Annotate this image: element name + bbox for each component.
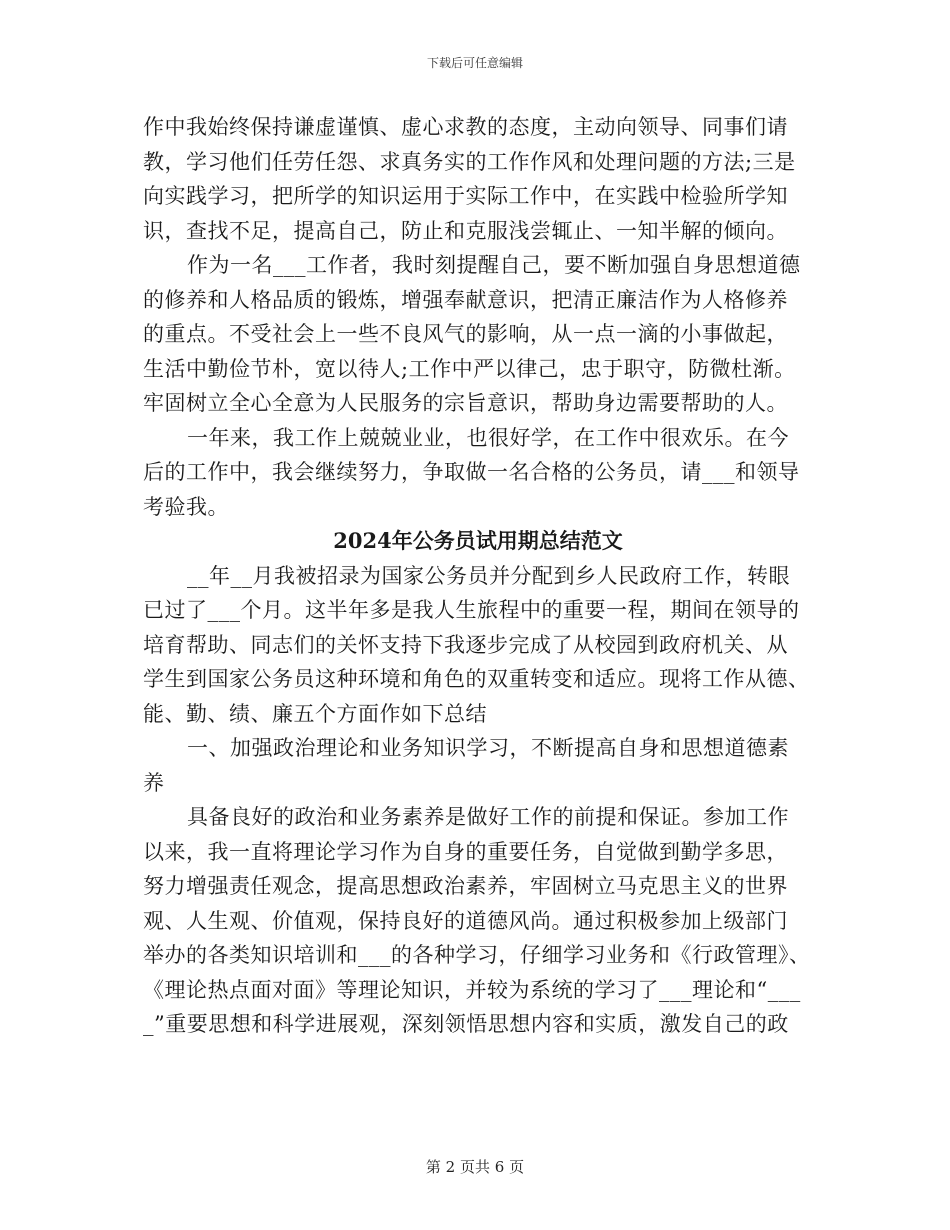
- text-line: 的重点。不受社会上一些不良风气的影响，从一点一滴的小事做起，: [143, 322, 788, 346]
- text-line: 牢固树立全心全意为人民服务的宗旨意识，帮助身边需要帮助的人。: [143, 391, 788, 415]
- text-line: 已过了___个月。这半年多是我人生旅程中的重要一程，期间在领导的: [143, 598, 800, 622]
- text-line: 观、人生观、价值观，保持良好的道德风尚。通过积极参加上级部门: [143, 908, 788, 933]
- text-line: 后的工作中，我会继续努力，争取做一名合格的公务员，请___和领导: [143, 460, 800, 484]
- page-number: 第 2 页共 6 页: [425, 1158, 525, 1176]
- section-title: 2024年公务员试用期总结范文: [333, 528, 623, 553]
- text-line: _”重要思想和科学进展观，深刻领悟思想内容和实质，激发自己的政: [143, 1012, 789, 1036]
- text-line: __年__月我被招录为国家公务员并分配到乡人民政府工作，转眼: [187, 563, 790, 588]
- text-line: 能、勤、绩、廉五个方面作如下总结: [143, 701, 487, 726]
- text-line: 以来，我一直将理论学习作为自身的重要任务，自觉做到勤学多思，: [143, 839, 788, 864]
- text-line: 努力增强责任观念，提高思想政治素养，牢固树立马克思主义的世界: [143, 874, 788, 898]
- text-line: 的修养和人格品质的锻炼，增强奉献意识，把清正廉洁作为人格修养: [143, 287, 788, 312]
- text-line: 具备良好的政治和业务素养是做好工作的前提和保证。参加工作: [187, 805, 789, 829]
- page-header: 下载后可任意编辑: [426, 56, 523, 70]
- text-line: 作为一名___工作者，我时刻提醒自己，要不断加强自身思想道德: [187, 253, 801, 277]
- text-line: 作中我始终保持谦虚谨慎、虚心求教的态度，主动向领导、同事们请: [143, 115, 788, 139]
- text-line: 学生到国家公务员这种环境和角色的双重转变和适应。现将工作从德、: [143, 667, 810, 691]
- text-line: 识，查找不足，提高自己，防止和克服浅尝辄止、一知半解的倾向。: [143, 218, 788, 243]
- text-line: 生活中勤俭节朴，宽以待人;工作中严以律己，忠于职守，防微杜渐。: [143, 356, 796, 381]
- text-line: 一年来，我工作上兢兢业业，也很好学，在工作中很欢乐。在今: [187, 425, 789, 450]
- text-line: 养: [143, 770, 165, 795]
- text-line: 教，学习他们任劳任怨、求真务实的工作作风和处理问题的方法;三是: [143, 149, 796, 174]
- text-line: 一、加强政治理论和业务知识学习，不断提高自身和思想道德素: [187, 736, 789, 760]
- text-line: 《理论热点面对面》等理论知识，并较为系统的学习了___理论和“___: [143, 977, 801, 1002]
- text-line: 举办的各类知识培训和___的各种学习，仔细学习业务和《行政管理》、: [143, 943, 811, 967]
- text-line: 考验我。: [143, 494, 229, 519]
- text-line: 培育帮助、同志们的关怀支持下我逐步完成了从校园到政府机关、从: [143, 632, 788, 657]
- text-line: 向实践学习，把所学的知识运用于实际工作中，在实践中检验所学知: [143, 184, 788, 208]
- document-body: [143, 110, 813, 1042]
